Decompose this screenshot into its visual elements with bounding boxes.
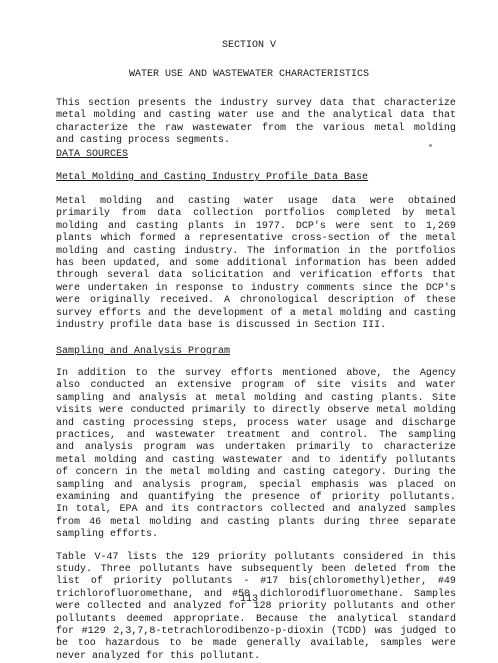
text-line: study. Three pollutants have subsequently been deleted from the: [56, 563, 456, 575]
text-line: has been updated, and some additional information has been added: [56, 257, 456, 269]
text-line: pollutants deemed appropriate. Because the analytical standard: [56, 613, 456, 625]
text-line: list of priority pollutants - #17 bis(chloromethyl)ether, #49: [56, 576, 456, 588]
text-line: This section presents the industry survey data that characterize: [56, 98, 456, 109]
text-line: and analysis program was undertaken primarily to characterize: [56, 442, 456, 454]
text-line: for #129 2,3,7,8-tetrachlorodibenzo-p-dioxin (TCDD) was judged to: [56, 625, 456, 637]
table-paragraph: [56, 552, 456, 663]
sampling-paragraph: [56, 368, 456, 541]
text-line: metal molding and casting water use and the analytical data that: [56, 110, 456, 122]
heading-profile-data-base: Metal Molding and Casting Industry Profile Data Base: [56, 172, 369, 183]
text-line: metal molding and casting wastewater and to identify pollutants: [56, 454, 456, 466]
heading-sampling-analysis: Sampling and Analysis Program: [56, 346, 231, 357]
profile-paragraph: [56, 196, 456, 332]
text-line: and casting process segments.: [56, 135, 231, 147]
text-line: sampling and analysis program, special emphasis was placed on: [56, 479, 456, 491]
text-line: also conducted an extensive program of site visits and water: [56, 380, 456, 392]
section-label: SECTION V: [221, 40, 276, 51]
heading-data-sources: DATA SOURCES: [56, 149, 129, 160]
text-line: were collected and analyzed for 128 priority pollutants and other: [56, 601, 456, 613]
text-line: Table V-47 lists the 129 priority pollutants considered in this: [56, 551, 456, 563]
text-line: In total, EPA and its contractors collected and analyzed samples: [56, 504, 456, 516]
text-line: of concern in the metal molding and casting category. During the: [56, 467, 456, 479]
text-line: characterize the raw wastewater from the various metal molding: [56, 122, 456, 134]
text-line: practices, and wastewater treatment and control. The sampling: [56, 429, 456, 441]
text-line: industry profile data base is discussed in Section III.: [56, 319, 387, 331]
text-line: trichlorofluoromethane, and #50 dichlorodifluoromethane. Samples: [56, 588, 456, 600]
page-number: 113: [239, 594, 258, 605]
intro-paragraph: [56, 98, 456, 148]
text-line: molding and casting plants in 1977. DCP's were sent to 1,269: [56, 220, 456, 232]
text-line: molding and casting industry. The information in the portfolios: [56, 245, 456, 257]
text-line: survey efforts and the development of a metal molding and casting: [56, 307, 456, 319]
text-line: Metal molding and casting water usage data were obtained: [56, 196, 456, 207]
text-line: examining and quantifying the presence of priority pollutants.: [56, 491, 456, 503]
text-line: and casting processing steps, process water usage and discharge: [56, 417, 456, 429]
text-line: from 46 metal molding and casting plants during three separate: [56, 516, 456, 528]
text-line: primarily from data collection portfolios completed by metal: [56, 208, 456, 220]
text-line: were undertaken in response to industry comments since the DCP's: [56, 282, 456, 294]
text-line: be too hazardous to be made generally available, samples were: [56, 638, 456, 650]
text-line: sampling and analysis at metal molding and casting plants. Site: [56, 392, 456, 404]
text-line: In addition to the survey efforts mentioned above, the Agency: [56, 368, 456, 379]
text-line: plants which formed a representative cross-section of the metal: [56, 233, 456, 245]
scan-speck: [429, 144, 432, 147]
text-line: sampling efforts.: [56, 529, 159, 541]
text-line: were originally received. A chronological description of these: [56, 295, 456, 307]
text-line: through several data solicitation and verification efforts that: [56, 270, 456, 282]
section-title: WATER USE AND WASTEWATER CHARACTERISTICS: [128, 69, 370, 80]
text-line: never analyzed for this pollutant.: [56, 650, 261, 662]
text-line: visits were conducted primarily to directly observe metal molding: [56, 405, 456, 417]
